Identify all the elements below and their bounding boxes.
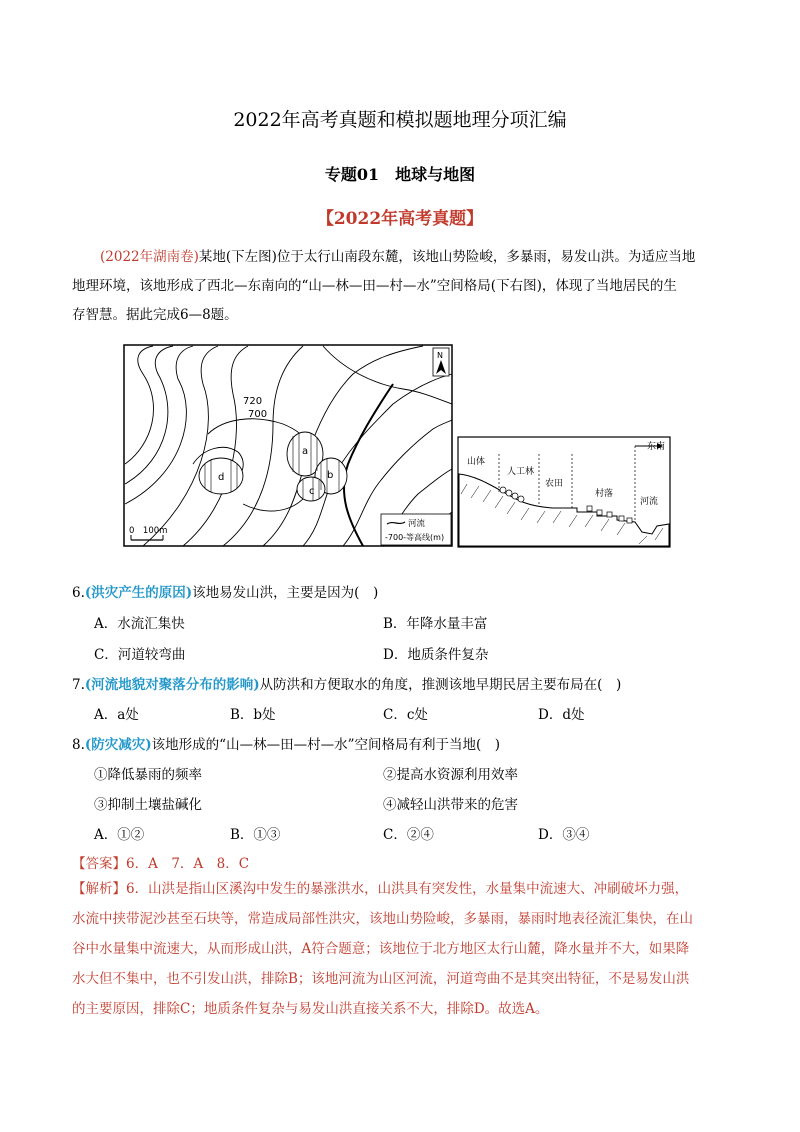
- q8-option-a: A．①②: [94, 827, 145, 843]
- q7-option-d: D．d处: [538, 707, 585, 723]
- intro-line-3: 存智慧。据此完成6—8题。: [72, 307, 238, 323]
- q7-option-c: C．c处: [383, 707, 428, 723]
- contour-label-700: 700: [248, 409, 268, 420]
- intro-source: (2022年湖南卷): [100, 249, 199, 265]
- zone-label-river: [640, 495, 658, 507]
- contour-map: [123, 344, 453, 547]
- question-number: 8.: [72, 737, 85, 753]
- section-title: 【2022年高考真题】: [316, 209, 484, 229]
- explanation-line: 【解析】6．山洪是指山区溪沟中发生的暴涨洪水，山洪具有突发性，水量集中流速大、冲刷破坏力强，: [72, 881, 689, 897]
- q6-option-b: B．年降水量丰富: [383, 616, 488, 632]
- q8-item-1: ①降低暴雨的频率: [94, 767, 202, 783]
- explanation-block: [72, 874, 732, 1024]
- zone-label-mountain: 山体: [467, 457, 486, 467]
- question-8-stem: [72, 733, 500, 753]
- q7-option-a: A．a处: [94, 707, 139, 723]
- question-6-stem: [72, 581, 378, 601]
- q8-option-b: B．①③: [230, 827, 281, 843]
- question-text: 从防洪和方便取水的角度，推测该地早期民居主要布局在( ): [259, 677, 622, 693]
- question-tag: (河流地貌对聚落分布的影响): [84, 677, 260, 693]
- explanation-line: 谷中水量集中流速大，从而形成山洪，A符合题意；该地位于北方地区太行山麓，降水量并不大，如果降: [72, 941, 690, 957]
- site-d-label: d: [218, 472, 225, 483]
- site-b-label: b: [327, 470, 334, 481]
- north-arrow-icon: [433, 348, 449, 376]
- site-c-label: c: [309, 486, 315, 497]
- north-label: N: [437, 351, 443, 360]
- question-number: 7.: [72, 677, 85, 693]
- contour-label-720: 720: [243, 396, 263, 407]
- q8-item-3: ③抑制土壤盐碱化: [94, 797, 202, 813]
- map-legend: [381, 514, 451, 545]
- explanation-line: 水大但不集中，也不引发山洪，排除B；该地河流为山区河流，河道弯曲不是其突出特征，不是易发山洪: [72, 971, 690, 987]
- q6-option-c: C．河道较弯曲: [94, 647, 186, 663]
- river-label-text: 河流: [640, 497, 659, 507]
- direction-label: 东南: [647, 442, 666, 452]
- legend-river: 河流: [408, 519, 426, 529]
- question-text: 该地易发山洪，主要是因为( ): [192, 585, 379, 601]
- scale-label: 0 100m: [129, 526, 168, 536]
- intro-paragraph: [72, 243, 732, 330]
- question-7-stem: [72, 673, 621, 693]
- explanation-line: 水流中挟带泥沙甚至石块等，常造成局部性洪灾，该地山势险峻，多暴雨，暴雨时地表径流汇集快，在山: [72, 911, 693, 927]
- q8-option-d: D．③④: [538, 827, 590, 843]
- q6-option-a: A．水流汇集快: [94, 616, 185, 632]
- answer-line: 【答案】6．A 7．A 8．C: [72, 856, 250, 872]
- document-title: 2022年高考真题和模拟题地理分项汇编: [233, 109, 567, 131]
- question-tag: (洪灾产生的原因): [84, 585, 193, 601]
- zone-label-farmland: 农田: [545, 479, 564, 489]
- q7-option-b: B．b处: [230, 707, 276, 723]
- question-text: 该地形成的“山—林—田—村—水”空间格局有利于当地( ): [151, 737, 501, 753]
- zone-label-forest: 人工林: [507, 467, 535, 477]
- intro-line-1: 某地(下左图)位于太行山南段东麓，该地山势险峻，多暴雨，易发山洪。为适应当地: [198, 249, 696, 265]
- question-tag: (防灾减灾): [84, 737, 152, 753]
- q8-option-c: C．②④: [383, 827, 434, 843]
- legend-contour: -700-等高线(m): [385, 533, 445, 542]
- q6-option-d: D．地质条件复杂: [383, 647, 489, 663]
- site-a-label: a: [302, 446, 309, 457]
- cross-section-diagram: [457, 436, 671, 548]
- intro-line-2: 地理环境，该地形成了西北—东南向的“山—林—田—村—水”空间格局(下右图)，体现了当地居民的生: [72, 278, 677, 294]
- q8-item-4: ④减轻山洪带来的危害: [383, 797, 518, 813]
- topic-title: 专题01 地球与地图: [324, 165, 476, 184]
- question-number: 6.: [72, 585, 85, 601]
- explanation-line: 的主要原因，排除C；地质条件复杂与易发山洪直接关系不大，排除D。故选A。: [72, 1001, 549, 1017]
- zone-label-village: 村落: [595, 489, 614, 499]
- q8-item-2: ②提高水资源利用效率: [383, 767, 518, 783]
